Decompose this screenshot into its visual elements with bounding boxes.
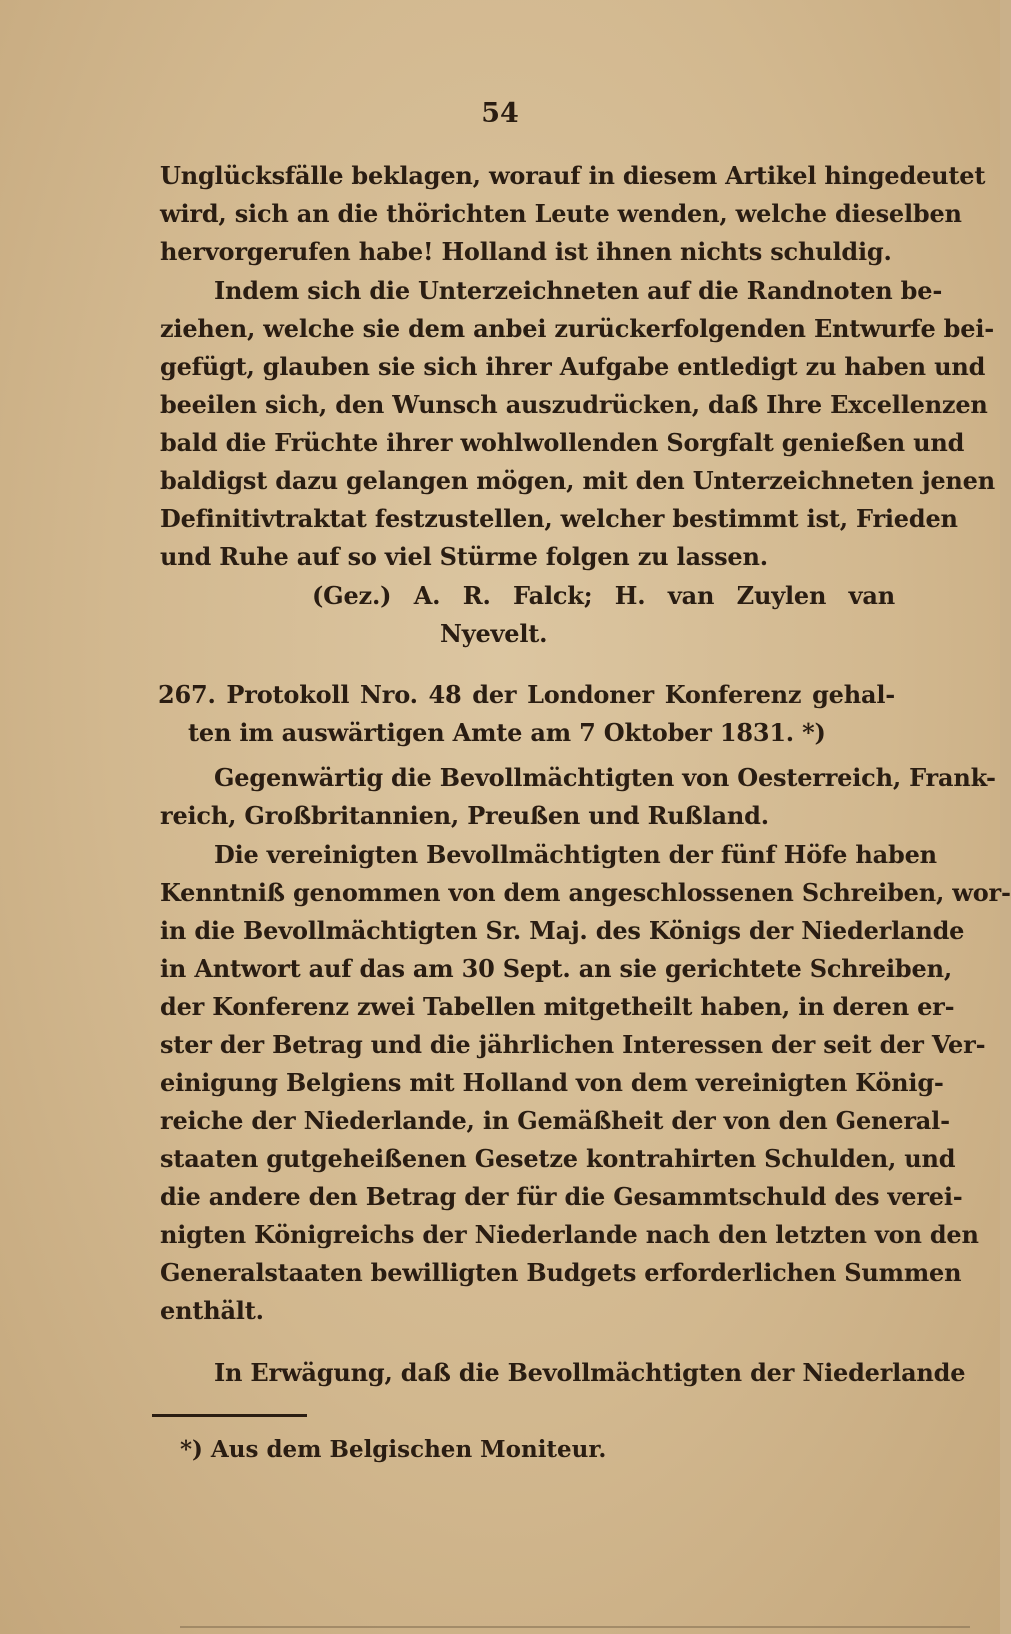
text-line: in die Bevollmächtigten Sr. Maj. des Königs der Niederlande: [160, 916, 965, 945]
text-line: gefügt, glauben sie sich ihrer Aufgabe entledigt zu haben und: [160, 352, 986, 381]
text-line: Kenntniß genommen von dem angeschlossenen Schreiben, wor-: [160, 878, 1011, 907]
page-number: 54: [481, 98, 519, 129]
text-line: Generalstaaten bewilligten Budgets erforderlichen Summen: [160, 1258, 962, 1287]
text-line: baldigst dazu gelangen mögen, mit den Unterzeichneten jenen: [160, 466, 995, 495]
text-line: nigten Königreichs der Niederlande nach den letzten von den: [160, 1220, 979, 1249]
text-line: staaten gutgeheißenen Gesetze kontrahirten Schulden, und: [160, 1144, 956, 1173]
text-line: reich, Großbritannien, Preußen und Rußland.: [160, 801, 769, 830]
footnote-divider: [152, 1414, 307, 1417]
text-line: bald die Früchte ihrer wohlwollenden Sorgfalt genießen und: [160, 428, 965, 457]
section-heading: ten im auswärtigen Amte am 7 Oktober 1831. *): [188, 718, 826, 747]
text-line: und Ruhe auf so viel Stürme folgen zu lassen.: [160, 542, 768, 571]
page-edge-line: [180, 1626, 970, 1628]
text-line: reiche der Niederlande, in Gemäßheit der von den General-: [160, 1106, 950, 1135]
text-line: hervorgerufen habe! Holland ist ihnen nichts schuldig.: [160, 237, 892, 266]
text-line: die andere den Betrag der für die Gesammtschuld des verei-: [160, 1182, 963, 1211]
text-line: Definitivtraktat festzustellen, welcher bestimmt ist, Frieden: [160, 504, 958, 533]
text-line: Indem sich die Unterzeichneten auf die Randnoten be-: [214, 276, 943, 305]
signature-line: (Gez.) A. R. Falck; H. van Zuylen van: [312, 581, 895, 610]
text-line: Gegenwärtig die Bevollmächtigten von Oesterreich, Frank-: [214, 763, 996, 792]
text-line: In Erwägung, daß die Bevollmächtigten der Niederlande: [214, 1358, 966, 1387]
signature-line: Nyevelt.: [440, 619, 548, 648]
text-line: der Konferenz zwei Tabellen mitgetheilt haben, in deren er-: [160, 992, 955, 1021]
section-heading: 267. Protokoll Nro. 48 der Londoner Konferenz gehal-: [158, 680, 895, 709]
text-line: Unglücksfälle beklagen, worauf in diesem Artikel hingedeutet: [160, 161, 986, 190]
text-line: Die vereinigten Bevollmächtigten der fünf Höfe haben: [214, 840, 937, 869]
text-line: ster der Betrag und die jährlichen Interessen der seit der Ver-: [160, 1030, 986, 1059]
text-line: wird, sich an die thörichten Leute wenden, welche dieselben: [160, 199, 962, 228]
text-line: enthält.: [160, 1296, 264, 1325]
text-line: beeilen sich, den Wunsch auszudrücken, daß Ihre Excellenzen: [160, 390, 988, 419]
footnote: *) Aus dem Belgischen Moniteur.: [180, 1436, 607, 1463]
text-line: in Antwort auf das am 30 Sept. an sie gerichtete Schreiben,: [160, 954, 952, 983]
text-line: einigung Belgiens mit Holland von dem vereinigten König-: [160, 1068, 944, 1097]
text-line: ziehen, welche sie dem anbei zurückerfolgenden Entwurfe bei-: [160, 314, 995, 343]
